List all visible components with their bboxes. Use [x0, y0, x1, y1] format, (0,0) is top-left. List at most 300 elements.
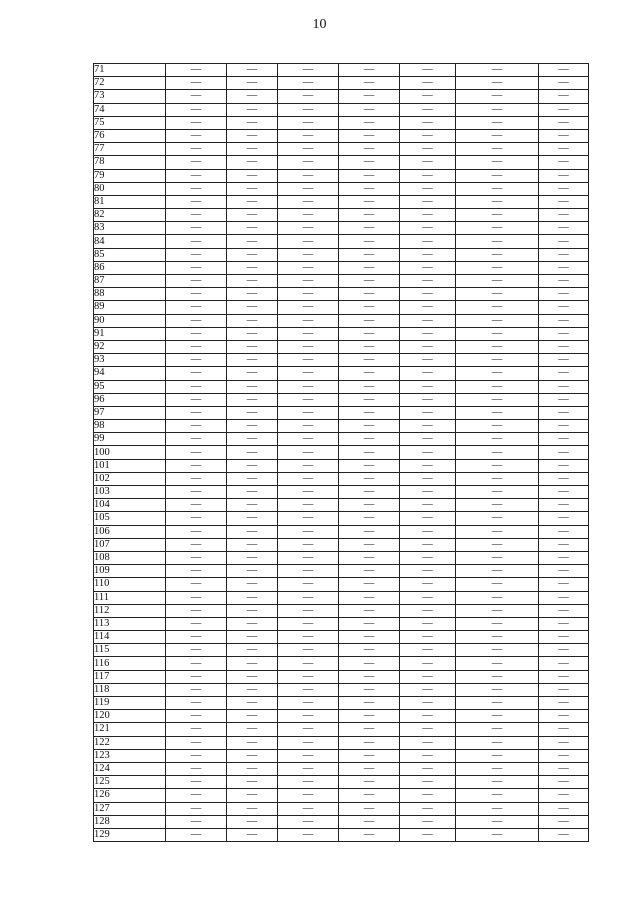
dash-cell: —	[278, 551, 339, 564]
dash-cell: —	[278, 789, 339, 802]
table-row	[94, 736, 589, 749]
dash-cell: —	[339, 248, 400, 261]
dash-cell: —	[227, 261, 278, 274]
dash-cell: —	[539, 420, 589, 433]
row-number: 110	[94, 578, 166, 591]
dash-cell: —	[278, 446, 339, 459]
dash-cell: —	[227, 393, 278, 406]
dash-cell: —	[278, 103, 339, 116]
dash-cell: —	[339, 578, 400, 591]
dash-cell: —	[400, 275, 456, 288]
dash-cell: —	[456, 103, 539, 116]
dash-cell: —	[456, 420, 539, 433]
dash-cell: —	[456, 551, 539, 564]
dash-cell: —	[339, 551, 400, 564]
dash-cell: —	[339, 64, 400, 77]
table-row	[94, 314, 589, 327]
table-row	[94, 723, 589, 736]
dash-cell: —	[227, 525, 278, 538]
dash-cell: —	[539, 380, 589, 393]
dash-cell: —	[166, 538, 227, 551]
dash-cell: —	[166, 314, 227, 327]
dash-cell: —	[227, 169, 278, 182]
dash-cell: —	[456, 644, 539, 657]
dash-cell: —	[539, 301, 589, 314]
dash-cell: —	[166, 261, 227, 274]
dash-cell: —	[400, 617, 456, 630]
dash-cell: —	[227, 472, 278, 485]
dash-cell: —	[400, 143, 456, 156]
dash-cell: —	[227, 143, 278, 156]
dash-cell: —	[278, 710, 339, 723]
dash-cell: —	[339, 420, 400, 433]
dash-cell: —	[456, 275, 539, 288]
dash-cell: —	[339, 604, 400, 617]
dash-cell: —	[278, 749, 339, 762]
row-number: 120	[94, 710, 166, 723]
dash-cell: —	[227, 222, 278, 235]
dash-cell: —	[166, 340, 227, 353]
table-row	[94, 406, 589, 419]
dash-cell: —	[166, 697, 227, 710]
dash-cell: —	[166, 169, 227, 182]
dash-cell: —	[456, 486, 539, 499]
dash-cell: —	[278, 195, 339, 208]
table-row	[94, 129, 589, 142]
dash-cell: —	[400, 604, 456, 617]
dash-cell: —	[227, 301, 278, 314]
dash-cell: —	[227, 340, 278, 353]
dash-cell: —	[278, 736, 339, 749]
table-row	[94, 340, 589, 353]
dash-cell: —	[339, 288, 400, 301]
dash-cell: —	[539, 209, 589, 222]
dash-cell: —	[166, 472, 227, 485]
dash-cell: —	[339, 275, 400, 288]
dash-cell: —	[456, 472, 539, 485]
table-row	[94, 604, 589, 617]
table-body	[94, 64, 589, 842]
dash-cell: —	[166, 736, 227, 749]
row-number: 114	[94, 631, 166, 644]
dash-cell: —	[539, 815, 589, 828]
table-row	[94, 90, 589, 103]
dash-cell: —	[539, 129, 589, 142]
row-number: 106	[94, 525, 166, 538]
dash-cell: —	[166, 828, 227, 841]
dash-cell: —	[227, 354, 278, 367]
dash-cell: —	[339, 723, 400, 736]
dash-cell: —	[278, 472, 339, 485]
dash-cell: —	[339, 789, 400, 802]
dash-cell: —	[539, 657, 589, 670]
dash-cell: —	[227, 710, 278, 723]
row-number: 79	[94, 169, 166, 182]
row-number: 94	[94, 367, 166, 380]
table-row	[94, 789, 589, 802]
dash-cell: —	[456, 736, 539, 749]
row-number: 88	[94, 288, 166, 301]
dash-cell: —	[227, 670, 278, 683]
dash-cell: —	[339, 762, 400, 775]
dash-cell: —	[539, 459, 589, 472]
dash-cell: —	[539, 340, 589, 353]
dash-cell: —	[539, 802, 589, 815]
row-number: 90	[94, 314, 166, 327]
dash-cell: —	[339, 77, 400, 90]
table-row	[94, 248, 589, 261]
dash-cell: —	[227, 420, 278, 433]
table-row	[94, 235, 589, 248]
table-row	[94, 749, 589, 762]
dash-cell: —	[456, 433, 539, 446]
dash-cell: —	[166, 406, 227, 419]
row-number: 71	[94, 64, 166, 77]
dash-cell: —	[278, 631, 339, 644]
dash-cell: —	[227, 815, 278, 828]
table-row	[94, 802, 589, 815]
dash-cell: —	[278, 762, 339, 775]
dash-cell: —	[166, 815, 227, 828]
dash-cell: —	[456, 538, 539, 551]
table-row	[94, 578, 589, 591]
table-row	[94, 446, 589, 459]
table-row	[94, 815, 589, 828]
dash-cell: —	[339, 749, 400, 762]
dash-cell: —	[339, 802, 400, 815]
dash-cell: —	[400, 420, 456, 433]
dash-cell: —	[539, 288, 589, 301]
table-row	[94, 288, 589, 301]
dash-cell: —	[339, 195, 400, 208]
dash-cell: —	[339, 644, 400, 657]
dash-cell: —	[278, 670, 339, 683]
dash-cell: —	[400, 512, 456, 525]
dash-cell: —	[456, 459, 539, 472]
dash-cell: —	[227, 749, 278, 762]
dash-cell: —	[456, 802, 539, 815]
dash-cell: —	[400, 129, 456, 142]
dash-cell: —	[456, 156, 539, 169]
dash-cell: —	[227, 512, 278, 525]
row-number: 117	[94, 670, 166, 683]
dash-cell: —	[400, 248, 456, 261]
dash-cell: —	[456, 64, 539, 77]
table-row	[94, 209, 589, 222]
dash-cell: —	[400, 591, 456, 604]
dash-cell: —	[456, 789, 539, 802]
dash-cell: —	[539, 235, 589, 248]
dash-cell: —	[278, 314, 339, 327]
dash-cell: —	[456, 209, 539, 222]
dash-cell: —	[339, 591, 400, 604]
dash-cell: —	[278, 129, 339, 142]
dash-cell: —	[227, 288, 278, 301]
dash-cell: —	[278, 380, 339, 393]
dash-cell: —	[227, 459, 278, 472]
dash-cell: —	[278, 327, 339, 340]
dash-cell: —	[339, 486, 400, 499]
row-number: 81	[94, 195, 166, 208]
dash-cell: —	[227, 828, 278, 841]
row-number: 80	[94, 182, 166, 195]
row-number: 76	[94, 129, 166, 142]
row-number: 99	[94, 433, 166, 446]
table-row	[94, 420, 589, 433]
dash-cell: —	[227, 195, 278, 208]
table-row	[94, 169, 589, 182]
row-number: 126	[94, 789, 166, 802]
row-number: 108	[94, 551, 166, 564]
dash-cell: —	[400, 288, 456, 301]
dash-cell: —	[166, 354, 227, 367]
table-row	[94, 762, 589, 775]
row-number: 121	[94, 723, 166, 736]
dash-cell: —	[227, 591, 278, 604]
dash-cell: —	[166, 182, 227, 195]
dash-cell: —	[339, 710, 400, 723]
dash-cell: —	[339, 393, 400, 406]
dash-cell: —	[166, 551, 227, 564]
dash-cell: —	[456, 657, 539, 670]
dash-cell: —	[278, 459, 339, 472]
dash-cell: —	[278, 248, 339, 261]
dash-cell: —	[539, 683, 589, 696]
table-row	[94, 393, 589, 406]
dash-cell: —	[227, 631, 278, 644]
table-row	[94, 617, 589, 630]
dash-cell: —	[166, 393, 227, 406]
dash-cell: —	[539, 195, 589, 208]
dash-cell: —	[166, 789, 227, 802]
dash-cell: —	[166, 103, 227, 116]
dash-cell: —	[400, 406, 456, 419]
dash-cell: —	[227, 248, 278, 261]
dash-cell: —	[456, 697, 539, 710]
dash-cell: —	[278, 683, 339, 696]
dash-cell: —	[227, 762, 278, 775]
dash-cell: —	[539, 222, 589, 235]
table-row	[94, 538, 589, 551]
table-row	[94, 195, 589, 208]
table-row	[94, 261, 589, 274]
dash-cell: —	[456, 340, 539, 353]
dash-cell: —	[227, 551, 278, 564]
dash-cell: —	[400, 116, 456, 129]
row-number: 72	[94, 77, 166, 90]
dash-cell: —	[166, 116, 227, 129]
row-number: 107	[94, 538, 166, 551]
dash-cell: —	[339, 525, 400, 538]
dash-cell: —	[339, 631, 400, 644]
dash-cell: —	[539, 749, 589, 762]
dash-cell: —	[227, 776, 278, 789]
dash-cell: —	[278, 565, 339, 578]
dash-cell: —	[400, 631, 456, 644]
dash-cell: —	[456, 406, 539, 419]
dash-cell: —	[227, 657, 278, 670]
dash-cell: —	[456, 354, 539, 367]
row-number: 104	[94, 499, 166, 512]
dash-cell: —	[539, 578, 589, 591]
dash-cell: —	[400, 380, 456, 393]
dash-cell: —	[400, 393, 456, 406]
dash-cell: —	[539, 64, 589, 77]
dash-cell: —	[539, 828, 589, 841]
dash-cell: —	[539, 327, 589, 340]
row-number: 77	[94, 143, 166, 156]
dash-cell: —	[278, 288, 339, 301]
dash-cell: —	[339, 129, 400, 142]
dash-cell: —	[456, 169, 539, 182]
dash-cell: —	[400, 433, 456, 446]
dash-cell: —	[539, 182, 589, 195]
dash-cell: —	[166, 644, 227, 657]
dash-cell: —	[339, 261, 400, 274]
dash-cell: —	[456, 222, 539, 235]
dash-cell: —	[278, 525, 339, 538]
dash-cell: —	[539, 406, 589, 419]
dash-cell: —	[400, 261, 456, 274]
dash-cell: —	[227, 235, 278, 248]
dash-cell: —	[166, 222, 227, 235]
dash-cell: —	[456, 327, 539, 340]
dash-cell: —	[339, 683, 400, 696]
table-row	[94, 275, 589, 288]
dash-cell: —	[539, 367, 589, 380]
dash-cell: —	[166, 301, 227, 314]
dash-cell: —	[456, 670, 539, 683]
dash-cell: —	[227, 565, 278, 578]
table-row	[94, 182, 589, 195]
row-number: 116	[94, 657, 166, 670]
table-row	[94, 828, 589, 841]
dash-cell: —	[227, 697, 278, 710]
dash-cell: —	[166, 195, 227, 208]
dash-cell: —	[539, 723, 589, 736]
row-number: 85	[94, 248, 166, 261]
dash-cell: —	[278, 512, 339, 525]
dash-cell: —	[400, 301, 456, 314]
dash-cell: —	[456, 90, 539, 103]
table-row	[94, 327, 589, 340]
dash-cell: —	[278, 261, 339, 274]
dash-cell: —	[456, 235, 539, 248]
table-row	[94, 591, 589, 604]
row-number: 109	[94, 565, 166, 578]
dash-cell: —	[166, 657, 227, 670]
table-row	[94, 222, 589, 235]
dash-cell: —	[456, 367, 539, 380]
dash-cell: —	[400, 340, 456, 353]
row-number: 86	[94, 261, 166, 274]
dash-cell: —	[539, 354, 589, 367]
dash-cell: —	[400, 472, 456, 485]
dash-cell: —	[278, 591, 339, 604]
dash-cell: —	[227, 723, 278, 736]
dash-cell: —	[456, 591, 539, 604]
row-number: 89	[94, 301, 166, 314]
dash-cell: —	[539, 551, 589, 564]
dash-cell: —	[166, 776, 227, 789]
dash-cell: —	[539, 762, 589, 775]
table-row	[94, 459, 589, 472]
dash-cell: —	[456, 631, 539, 644]
table-row	[94, 565, 589, 578]
table-row	[94, 64, 589, 77]
dash-cell: —	[278, 275, 339, 288]
row-number: 91	[94, 327, 166, 340]
dash-cell: —	[539, 565, 589, 578]
dash-cell: —	[456, 683, 539, 696]
row-number: 84	[94, 235, 166, 248]
table-row	[94, 657, 589, 670]
dash-cell: —	[339, 116, 400, 129]
dash-cell: —	[166, 762, 227, 775]
row-number: 119	[94, 697, 166, 710]
row-number: 95	[94, 380, 166, 393]
row-number: 113	[94, 617, 166, 630]
dash-cell: —	[539, 90, 589, 103]
dash-cell: —	[227, 314, 278, 327]
dash-cell: —	[278, 657, 339, 670]
dash-cell: —	[278, 433, 339, 446]
dash-cell: —	[227, 367, 278, 380]
table-row	[94, 525, 589, 538]
dash-cell: —	[539, 393, 589, 406]
table-row	[94, 472, 589, 485]
dash-cell: —	[278, 116, 339, 129]
dash-cell: —	[539, 486, 589, 499]
dash-cell: —	[456, 314, 539, 327]
row-number: 82	[94, 209, 166, 222]
dash-cell: —	[339, 380, 400, 393]
dash-cell: —	[456, 77, 539, 90]
dash-cell: —	[278, 828, 339, 841]
dash-cell: —	[400, 749, 456, 762]
dash-cell: —	[539, 631, 589, 644]
dash-cell: —	[456, 393, 539, 406]
dash-cell: —	[539, 538, 589, 551]
row-number: 98	[94, 420, 166, 433]
row-number: 93	[94, 354, 166, 367]
dash-cell: —	[339, 459, 400, 472]
dash-cell: —	[400, 327, 456, 340]
dash-cell: —	[539, 77, 589, 90]
table-row	[94, 512, 589, 525]
dash-cell: —	[400, 446, 456, 459]
dash-cell: —	[400, 762, 456, 775]
dash-cell: —	[456, 604, 539, 617]
dash-cell: —	[400, 723, 456, 736]
dash-cell: —	[339, 736, 400, 749]
dash-cell: —	[278, 486, 339, 499]
dash-cell: —	[400, 538, 456, 551]
dash-cell: —	[539, 697, 589, 710]
dash-cell: —	[539, 116, 589, 129]
dash-cell: —	[166, 723, 227, 736]
dash-cell: —	[400, 90, 456, 103]
dash-cell: —	[278, 406, 339, 419]
dash-cell: —	[400, 64, 456, 77]
dash-cell: —	[539, 472, 589, 485]
dash-cell: —	[278, 776, 339, 789]
dash-cell: —	[227, 736, 278, 749]
dash-cell: —	[278, 90, 339, 103]
dash-cell: —	[339, 169, 400, 182]
dash-cell: —	[166, 248, 227, 261]
dash-cell: —	[339, 433, 400, 446]
